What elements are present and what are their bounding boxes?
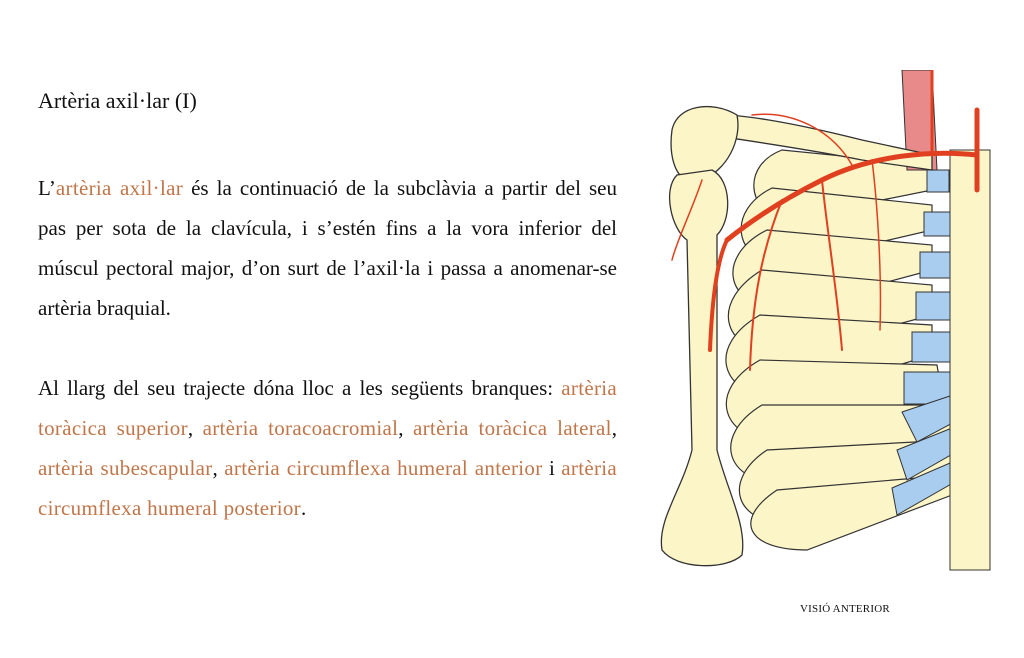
branch-toracica-lateral: artèria toràcica lateral <box>413 416 612 440</box>
sternum <box>950 150 990 570</box>
separator: , <box>611 416 617 440</box>
separator: , <box>398 416 414 440</box>
branch-circumflexa-humeral-posterior: artèria circumflexa humeral posterior <box>38 456 617 520</box>
branch-circumflexa-humeral-anterior: artèria circumflexa humeral anterior <box>224 456 543 480</box>
branch-subescapular: artèria subescapular <box>38 456 213 480</box>
paragraph-definition <box>38 168 617 328</box>
anatomy-illustration <box>632 70 992 580</box>
text-segment: L’ <box>38 176 56 200</box>
text-segment: és la continuació de la subclàvia a partir del seu pas per sota de la clavícula, i s’estén fins a la vora inferior del múscul pectoral major, d’on surt de l’axil·la i passa a anomenar-se artèria braquial. <box>38 176 617 320</box>
separator: , <box>187 416 203 440</box>
figure-caption: VISIÓ ANTERIOR <box>800 603 890 615</box>
separator: , <box>212 456 225 480</box>
branch-toracoacromial: artèria toracoacromial <box>202 416 399 440</box>
term-arteria-axillar: artèria axil·lar <box>55 176 184 200</box>
separator: i <box>542 456 562 480</box>
text-segment: . <box>300 496 307 520</box>
text-segment: Al llarg del seu trajecte dóna lloc a les següents branques: <box>38 376 562 400</box>
paragraph-branches <box>38 368 617 528</box>
branch-toracica-superior: artèria toràcica superior <box>38 376 617 440</box>
slide-title: Artèria axil·lar (I) <box>38 88 197 113</box>
